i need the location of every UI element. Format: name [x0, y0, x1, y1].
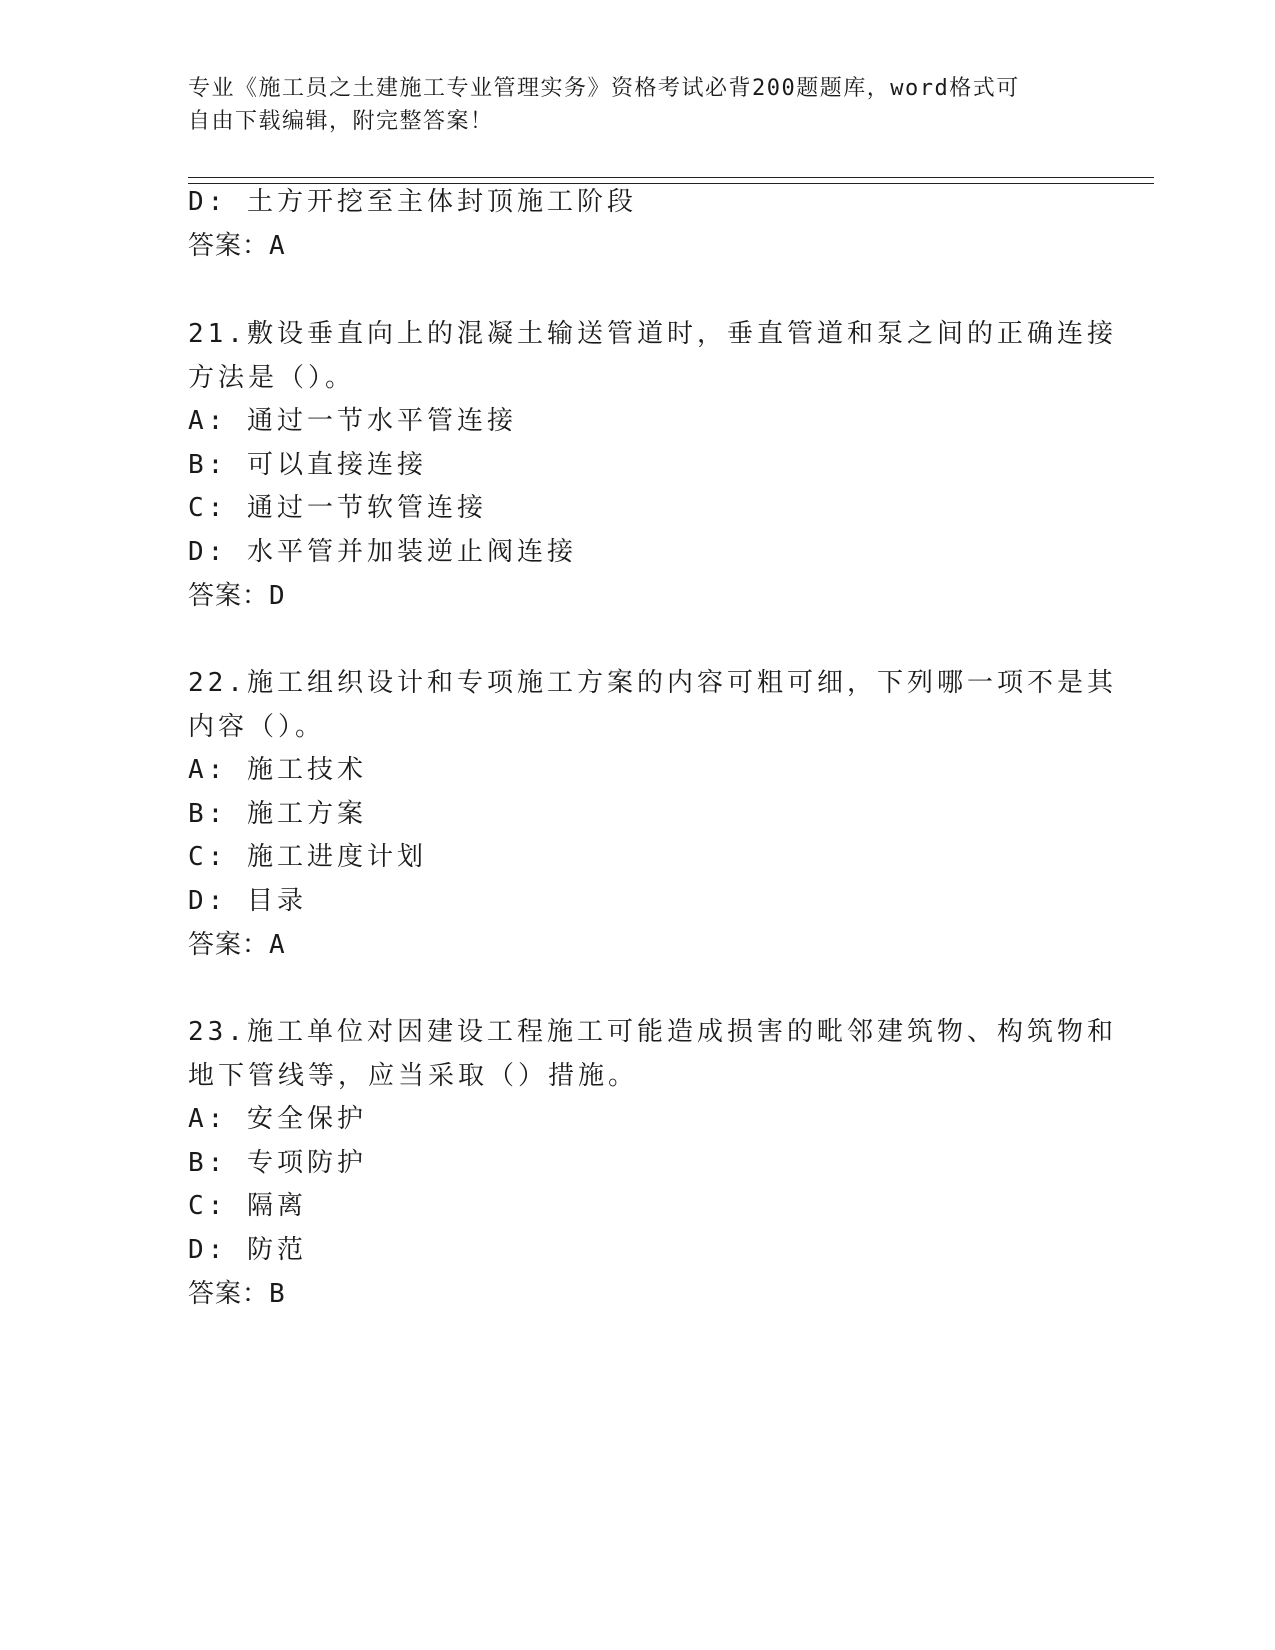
- q23-option-b: B: 专项防护: [188, 1148, 367, 1178]
- q21-stem-line-2: 方法是（）。: [188, 363, 356, 393]
- q22-stem-line-1: 22.施工组织设计和专项施工方案的内容可粗可细，下列哪一项不是其: [188, 668, 1117, 698]
- q23-stem-line-2: 地下管线等，应当采取（）措施。: [188, 1061, 639, 1091]
- q23-option-a: A: 安全保护: [188, 1104, 367, 1134]
- q23-option-c: C: 隔离: [188, 1191, 307, 1221]
- document-header: [188, 72, 1068, 138]
- q23-answer: 答案：B: [188, 1279, 286, 1309]
- q23-option-d: D: 防范: [188, 1235, 307, 1265]
- header-rule-top: [188, 177, 1154, 178]
- header-line-1: 专业《施工员之土建施工专业管理实务》资格考试必背200题题库，word格式可: [188, 76, 1020, 101]
- header-line-2: 自由下载编辑，附完整答案！: [188, 109, 494, 134]
- q21-option-b: B: 可以直接连接: [188, 450, 427, 480]
- q22-option-a: A: 施工技术: [188, 755, 367, 785]
- q21-option-c: C: 通过一节软管连接: [188, 493, 487, 523]
- q22-option-b: B: 施工方案: [188, 799, 367, 829]
- q21-answer: 答案：D: [188, 581, 286, 611]
- q22-option-d: D: 目录: [188, 886, 307, 916]
- q21-option-d: D: 水平管并加装逆止阀连接: [188, 537, 577, 567]
- q22-stem-line-2: 内容（）。: [188, 712, 326, 742]
- prev-option-d: D: 土方开挖至主体封顶施工阶段: [188, 187, 637, 217]
- q21-option-a: A: 通过一节水平管连接: [188, 406, 517, 436]
- header-rule-bottom: [188, 183, 1154, 184]
- q21-stem-line-1: 21.敷设垂直向上的混凝土输送管道时，垂直管道和泵之间的正确连接: [188, 319, 1117, 349]
- q23-stem-line-1: 23.施工单位对因建设工程施工可能造成损害的毗邻建筑物、构筑物和: [188, 1017, 1117, 1047]
- prev-answer: 答案：A: [188, 231, 286, 261]
- q22-option-c: C: 施工进度计划: [188, 842, 427, 872]
- q22-answer: 答案：A: [188, 930, 286, 960]
